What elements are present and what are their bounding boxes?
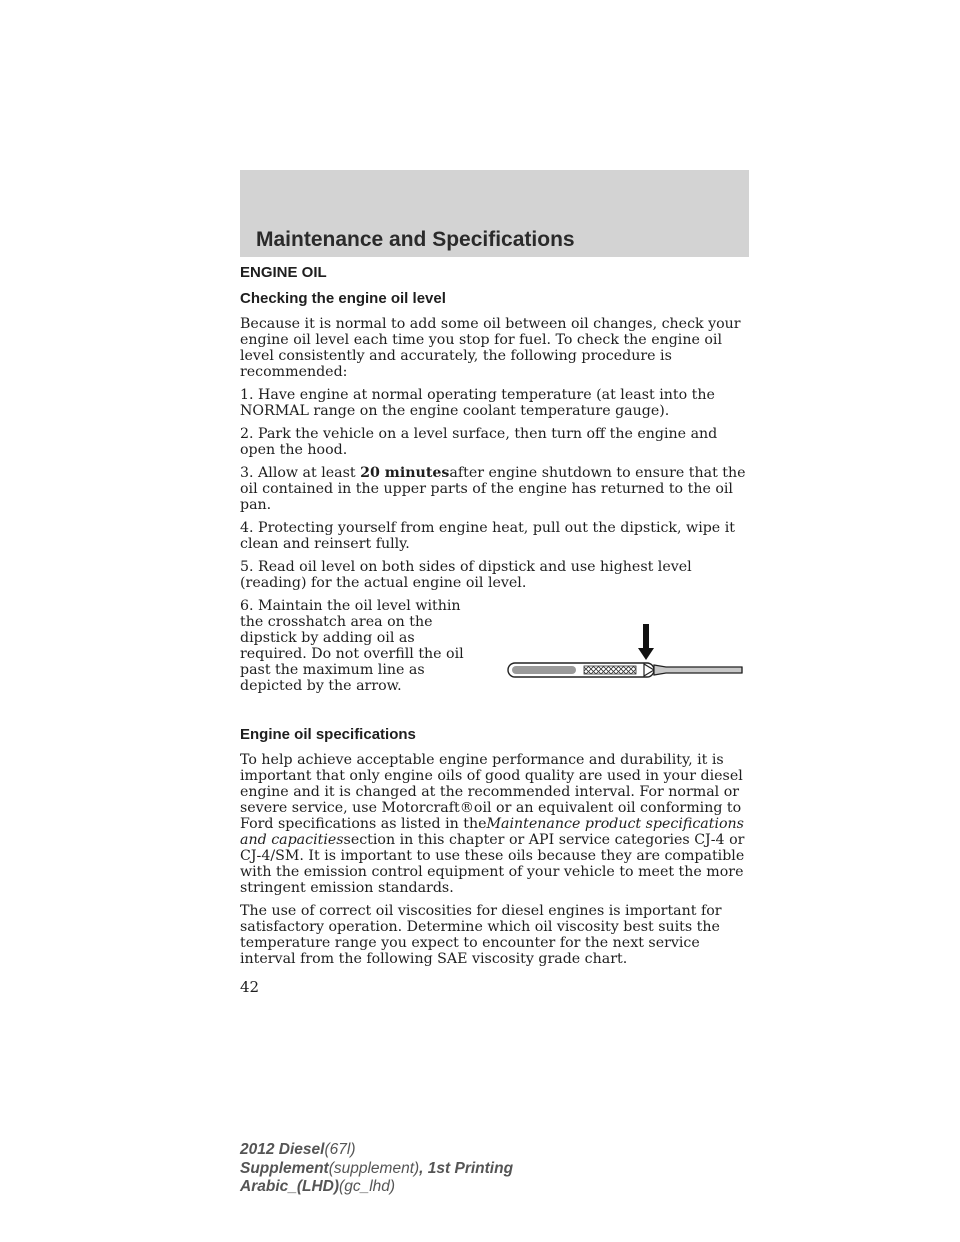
footer-doc-type: Supplement xyxy=(240,1159,329,1177)
footer-line-3 xyxy=(240,1178,513,1197)
page-content xyxy=(240,264,750,974)
oil-specs-heading: Engine oil specifications xyxy=(240,726,416,743)
footer-printing: , 1st Printing xyxy=(419,1159,514,1177)
check-oil-intro: Because it is normal to add some oil between oil changes, check your engine oil level each time you stop for fuel. To check the engine oil level consistently and accurately, the following procedure is recommended: xyxy=(240,316,741,380)
check-oil-heading: Checking the engine oil level xyxy=(240,290,446,307)
print-footer xyxy=(240,1141,513,1197)
oil-specs-text-b: oil or an equivalent oil conforming to Ford specifications as listed in the xyxy=(240,800,742,832)
oil-specs-paragraph-2: The use of correct oil viscosities for diesel engines is important for satisfactory operation. Determine which oil viscosity best suits the temperature range you expect to encounter for the next service interval from the following SAE viscosity grade chart. xyxy=(240,903,722,967)
step-3 xyxy=(240,465,750,513)
step-6-block xyxy=(240,598,750,706)
oil-specs-text-a: To help achieve acceptable engine performance and durability, it is important that only engine oils of good quality are used in your diesel engine and it is changed at the recommended interval. For normal or severe service, use Motorcraft® xyxy=(240,752,743,816)
dipstick-illustration xyxy=(506,624,746,684)
step-4: 4. Protecting yourself from engine heat, pull out the dipstick, wipe it clean and reinsert fully. xyxy=(240,520,735,552)
footer-model-code: (67l) xyxy=(324,1141,356,1158)
footer-doc-code: (supplement) xyxy=(328,1159,420,1177)
manual-section-reference: Maintenance product specifications and capacities xyxy=(240,816,744,848)
oil-specs-paragraph-1 xyxy=(240,752,750,896)
page-number: 42 xyxy=(240,978,260,996)
step-3-emphasis: 20 minutes xyxy=(360,465,450,481)
footer-market-code: (gc_lhd) xyxy=(339,1178,396,1195)
footer-line-1 xyxy=(240,1141,513,1160)
step-2: 2. Park the vehicle on a level surface, then turn off the engine and open the hood. xyxy=(240,426,718,458)
oil-specs-text-c: section in this chapter or API service categories CJ-4 or CJ-4/SM. It is important to use these oils because they are compatible with the emission control equipment of your vehicle to meet the more stringent emission standards. xyxy=(240,832,745,896)
footer-market: Arabic_(LHD) xyxy=(240,1178,340,1195)
footer-line-2 xyxy=(240,1160,513,1179)
step-5: 5. Read oil level on both sides of dipstick and use highest level (reading) for the actual engine oil level. xyxy=(240,559,692,591)
dipstick-icon xyxy=(508,663,742,677)
section-heading: ENGINE OIL xyxy=(240,264,327,281)
step-6: 6. Maintain the oil level within the crosshatch area on the dipstick by adding oil as required. Do not overfill the oil past the maximum line as depicted by the arrow. xyxy=(240,598,464,694)
footer-model: 2012 Diesel xyxy=(240,1141,325,1158)
step-1: 1. Have engine at normal operating temperature (at least into the NORMAL range on the engine coolant temperature gauge). xyxy=(240,387,715,419)
step-3-text-a: 3. Allow at least xyxy=(240,465,361,481)
max-level-arrow-icon xyxy=(638,624,654,660)
step-3-text-b: after engine shutdown to ensure that the oil contained in the upper parts of the engine has returned to the oil pan. xyxy=(240,465,746,513)
chapter-title: Maintenance and Specifications xyxy=(256,228,575,251)
